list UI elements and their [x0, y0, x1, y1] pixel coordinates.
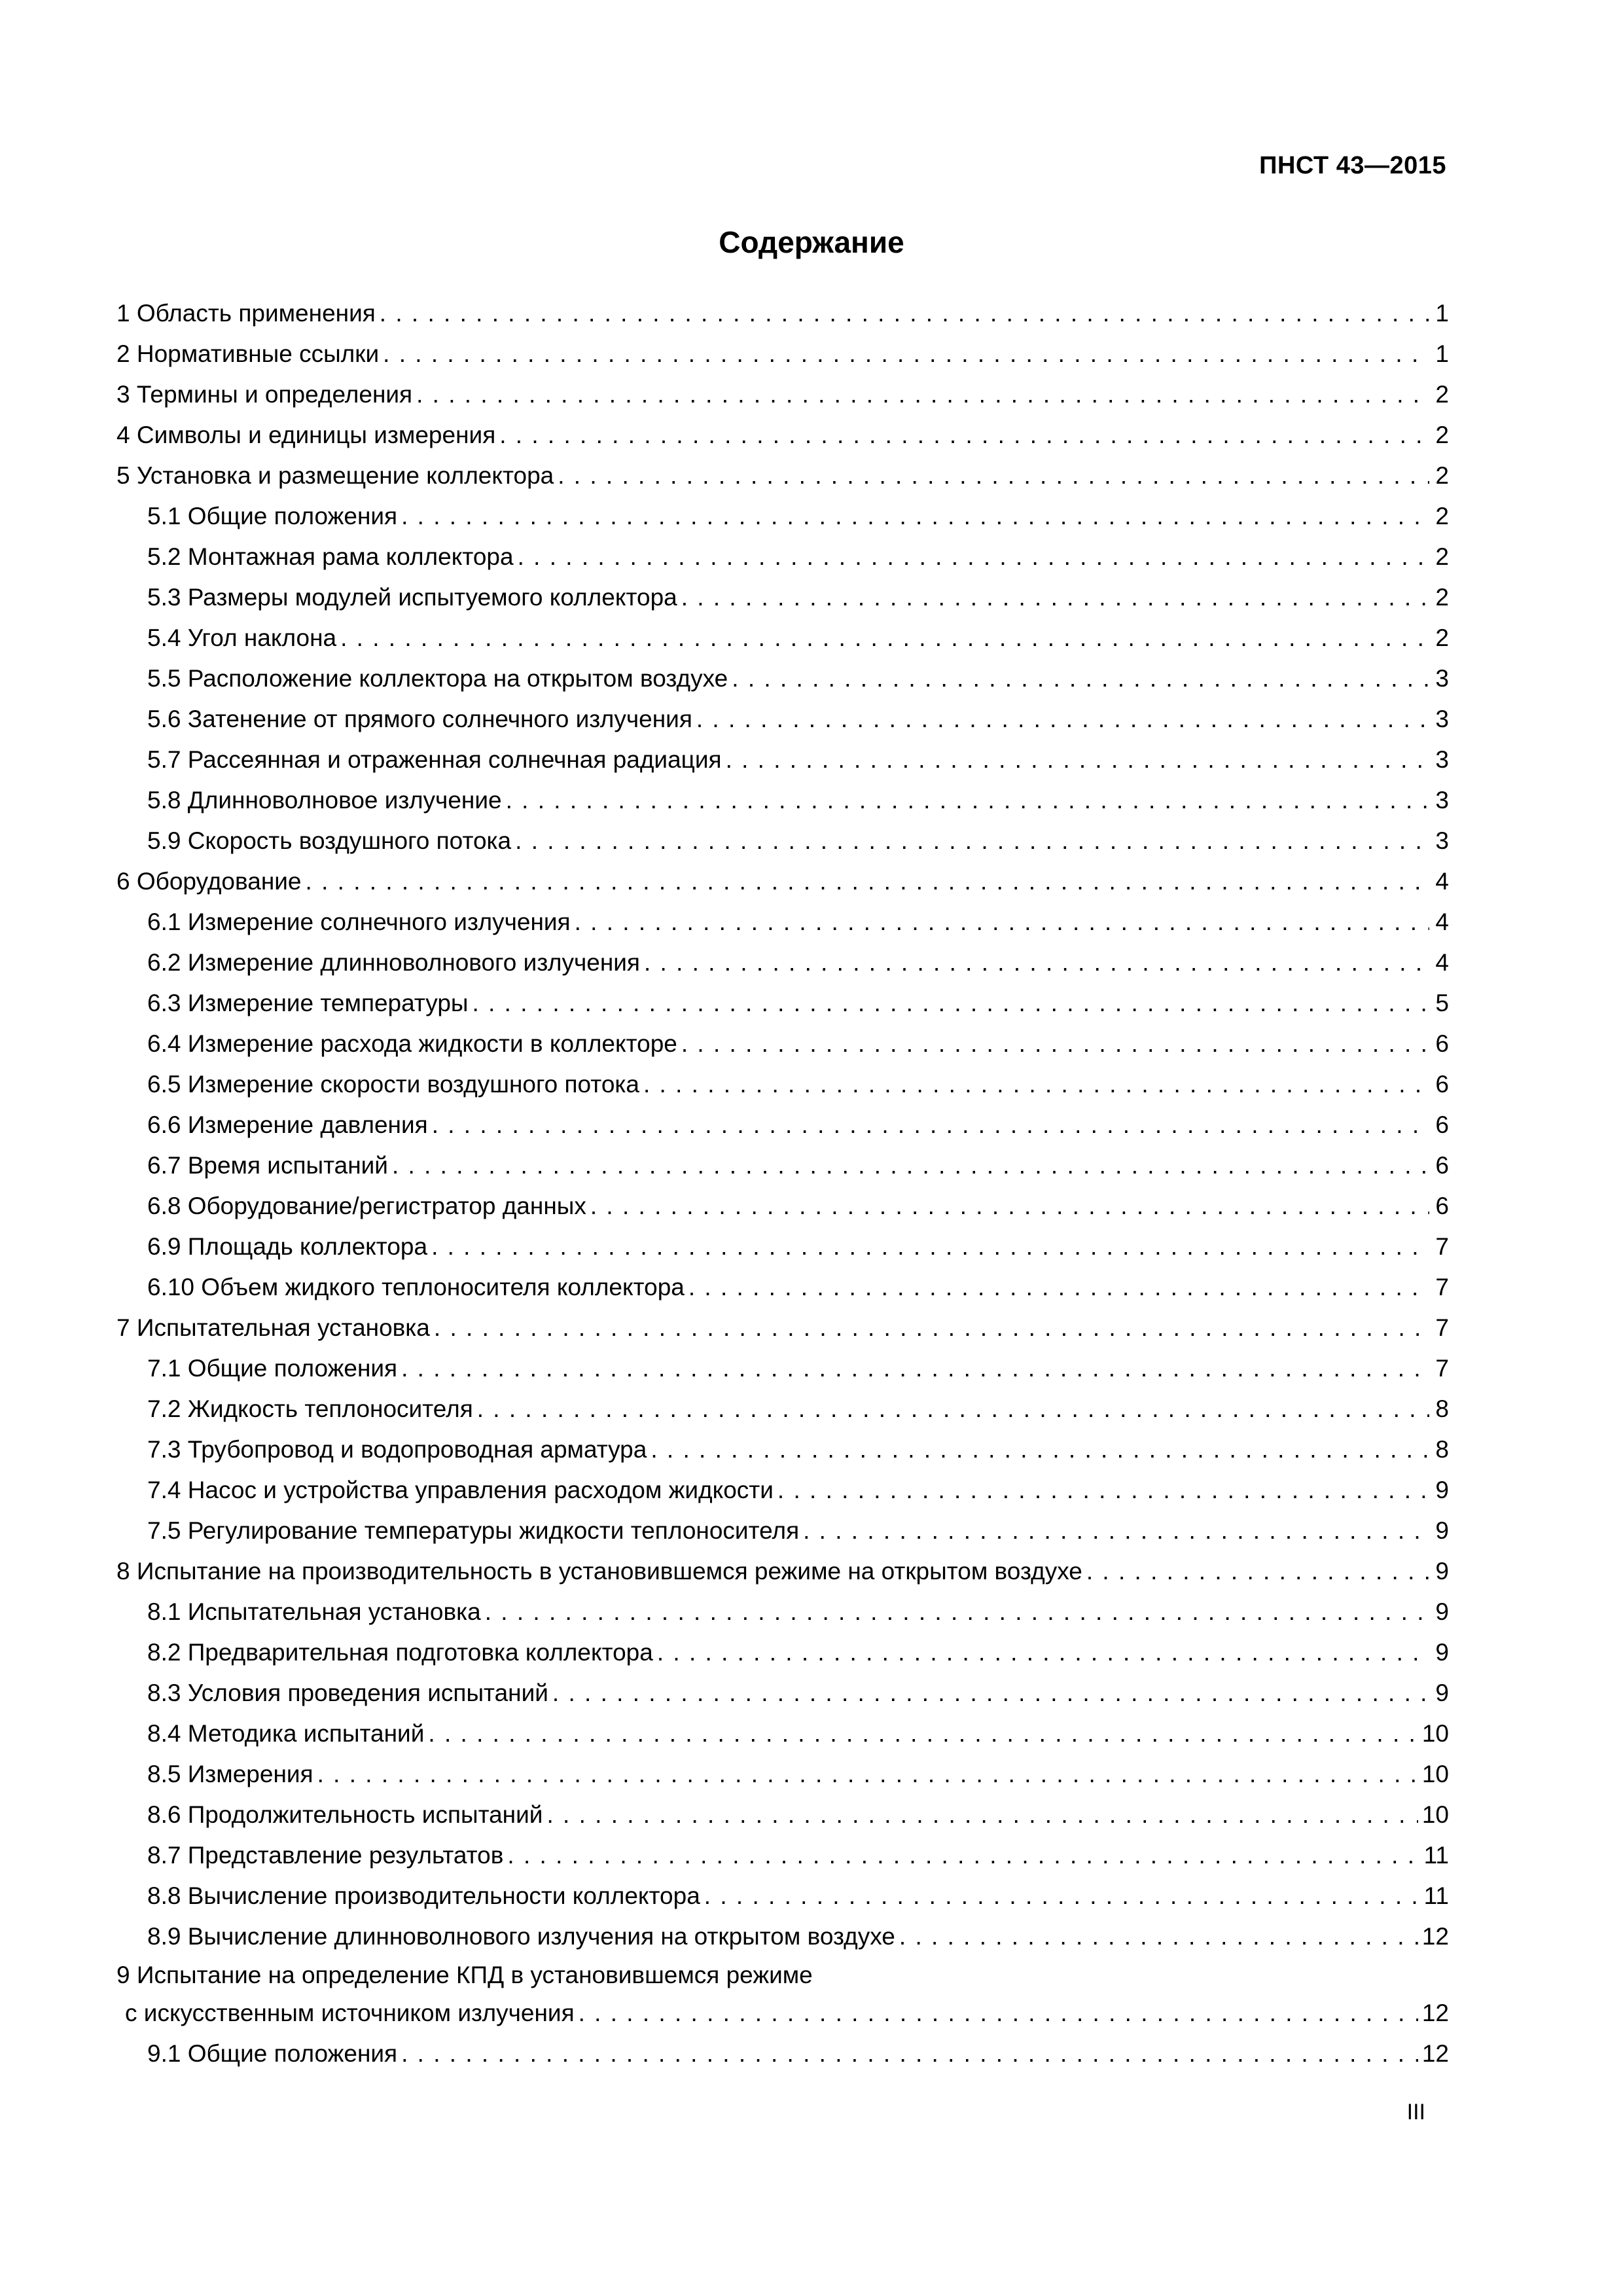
toc-entry-label: 6.10 Объем жидкого теплоносителя коллектора: [147, 1274, 685, 1300]
toc-entry-page: 3: [1435, 665, 1449, 692]
toc-entry[interactable]: [116, 1511, 1449, 1551]
toc-entry[interactable]: [116, 1105, 1449, 1145]
toc-entry[interactable]: [116, 1795, 1449, 1835]
dot-leader: [688, 1267, 1429, 1308]
toc-entry[interactable]: [116, 334, 1449, 374]
toc-entry-label: 4 Символы и единицы измерения: [116, 422, 496, 448]
dot-leader: [552, 1673, 1429, 1713]
toc-entry[interactable]: [116, 1551, 1449, 1592]
toc-entry-page: 10: [1421, 1801, 1449, 1828]
toc-entry-label: 7.3 Трубопровод и водопроводная арматура: [147, 1436, 647, 1463]
toc-entry-label: 9 Испытание на определение КПД в установившемся режиме: [116, 1962, 813, 1988]
toc-entry-page: 8: [1435, 1436, 1449, 1463]
toc-entry-label: 6.9 Площадь коллектора: [147, 1233, 428, 1260]
dot-leader: [1086, 1551, 1429, 1592]
toc-entry-label: 8.3 Условия проведения испытаний: [147, 1679, 548, 1706]
toc-entry[interactable]: [116, 1227, 1449, 1267]
toc-entry[interactable]: [116, 496, 1449, 537]
dot-leader: [431, 1227, 1429, 1267]
toc-entry-page: 7: [1435, 1274, 1449, 1300]
toc-entry-page: 2: [1435, 624, 1449, 651]
dot-leader: [416, 374, 1429, 415]
page-number: III: [1406, 2100, 1425, 2125]
dot-leader: [696, 699, 1429, 740]
toc-entry-page: 9: [1435, 1477, 1449, 1503]
dot-leader: [518, 537, 1429, 577]
dot-leader: [681, 1024, 1429, 1064]
toc-entry-page: 10: [1421, 1761, 1449, 1787]
toc-entry-page: 2: [1435, 422, 1449, 448]
table-of-contents: [116, 293, 1449, 2074]
dot-leader: [392, 1145, 1429, 1186]
toc-entry-page: 10: [1421, 1720, 1449, 1747]
dot-leader: [383, 334, 1429, 374]
toc-entry-page: 9: [1435, 1517, 1449, 1544]
dot-leader: [477, 1389, 1429, 1429]
toc-entry[interactable]: [116, 780, 1449, 821]
toc-entry-page: 7: [1435, 1314, 1449, 1341]
toc-entry-label: 8.8 Вычисление производительности коллектора: [147, 1882, 700, 1909]
toc-entry[interactable]: [116, 374, 1449, 415]
dot-leader: [306, 861, 1429, 902]
toc-entry-label: 8.5 Измерения: [147, 1761, 313, 1787]
toc-entry[interactable]: [116, 1916, 1449, 1957]
toc-entry-page: 3: [1435, 706, 1449, 732]
dot-leader: [515, 821, 1429, 861]
toc-entry[interactable]: [116, 1754, 1449, 1795]
toc-entry-page: 3: [1435, 827, 1449, 854]
toc-entry-page: 9: [1435, 1598, 1449, 1625]
toc-entry-label: 6.8 Оборудование/регистратор данных: [147, 1193, 586, 1219]
toc-entry-page: 6: [1435, 1111, 1449, 1138]
dot-leader: [726, 740, 1429, 780]
toc-entry[interactable]: [116, 1835, 1449, 1876]
toc-entry-page: 12: [1421, 1923, 1449, 1950]
document-code: ПНСТ 43—2015: [1259, 152, 1446, 179]
toc-entry[interactable]: [116, 1348, 1449, 1389]
toc-entry-page: 8: [1435, 1395, 1449, 1422]
dot-leader: [434, 1308, 1429, 1348]
toc-entry-label: 3 Термины и определения: [116, 381, 413, 408]
toc-entry[interactable]: [116, 415, 1449, 456]
dot-leader: [657, 1632, 1429, 1673]
toc-entry[interactable]: [116, 1145, 1449, 1186]
toc-entry-page: 9: [1435, 1639, 1449, 1666]
toc-entry-page: 1: [1435, 340, 1449, 367]
toc-entry-label: 6.2 Измерение длинноволнового излучения: [147, 949, 640, 976]
dot-leader: [803, 1511, 1429, 1551]
dot-leader: [499, 415, 1429, 456]
toc-entry-page: 9: [1435, 1679, 1449, 1706]
dot-leader: [317, 1754, 1418, 1795]
toc-entry[interactable]: [116, 983, 1449, 1024]
dot-leader: [899, 1916, 1418, 1957]
toc-entry-page: 12: [1421, 2040, 1449, 2067]
toc-entry-page: 9: [1435, 1558, 1449, 1585]
toc-entry-label: 2 Нормативные ссылки: [116, 340, 380, 367]
toc-entry-label: 5.4 Угол наклона: [147, 624, 337, 651]
toc-entry-page: 12: [1421, 2000, 1449, 2026]
toc-entry-label: 8.2 Предварительная подготовка коллектора: [147, 1639, 653, 1666]
toc-entry-page: 2: [1435, 584, 1449, 611]
toc-entry-label: 5.9 Скорость воздушного потока: [147, 827, 512, 854]
toc-entry[interactable]: [116, 1308, 1449, 1348]
toc-entry-label: 5 Установка и размещение коллектора: [116, 462, 554, 489]
toc-entry-page: 3: [1435, 746, 1449, 773]
dot-leader: [590, 1186, 1429, 1227]
toc-entry-page: 2: [1435, 381, 1449, 408]
toc-entry-page: 7: [1435, 1233, 1449, 1260]
dot-leader: [777, 1470, 1429, 1511]
dot-leader: [558, 456, 1429, 496]
dot-leader: [546, 1795, 1418, 1835]
toc-entry[interactable]: [116, 1713, 1449, 1754]
toc-entry[interactable]: [116, 1389, 1449, 1429]
toc-entry[interactable]: [116, 1024, 1449, 1064]
toc-entry-label: 6.3 Измерение температуры: [147, 990, 469, 1016]
toc-entry-page: 1: [1435, 300, 1449, 327]
toc-entry[interactable]: [116, 577, 1449, 618]
toc-entry[interactable]: [116, 1064, 1449, 1105]
toc-entry-page: 3: [1435, 787, 1449, 814]
dot-leader: [732, 658, 1429, 699]
dot-leader: [644, 942, 1429, 983]
dot-leader: [401, 2034, 1418, 2074]
toc-entry-label: 6.7 Время испытаний: [147, 1152, 388, 1179]
toc-entry-label: 5.1 Общие положения: [147, 503, 398, 529]
toc-entry-page: 11: [1423, 1882, 1449, 1909]
toc-entry-page: 4: [1435, 868, 1449, 895]
toc-entry[interactable]: [116, 658, 1449, 699]
toc-entry-label: 7.2 Жидкость теплоносителя: [147, 1395, 473, 1422]
toc-entry-label: 8.4 Методика испытаний: [147, 1720, 425, 1747]
dot-leader: [575, 902, 1429, 942]
dot-leader: [473, 983, 1429, 1024]
toc-entry[interactable]: [116, 1267, 1449, 1308]
toc-entry-label: 7.4 Насос и устройства управления расходом жидкости: [147, 1477, 774, 1503]
toc-entry-label: 5.7 Рассеянная и отраженная солнечная радиация: [147, 746, 722, 773]
toc-entry-page: 2: [1435, 543, 1449, 570]
toc-entry[interactable]: [116, 1592, 1449, 1632]
toc-entry[interactable]: [116, 1186, 1449, 1227]
toc-entry-label: 1 Область применения: [116, 300, 376, 327]
dot-leader: [485, 1592, 1429, 1632]
toc-entry-label: 6.1 Измерение солнечного излучения: [147, 908, 571, 935]
toc-entry-label: 8.9 Вычисление длинноволнового излучения на открытом воздухе: [147, 1923, 895, 1950]
dot-leader: [506, 780, 1429, 821]
dot-leader: [704, 1876, 1420, 1916]
toc-entry[interactable]: [116, 740, 1449, 780]
toc-entry[interactable]: [116, 1876, 1449, 1916]
dot-leader: [651, 1429, 1429, 1470]
toc-entry-label: 6.4 Измерение расхода жидкости в коллекторе: [147, 1030, 677, 1057]
dot-leader: [401, 1348, 1429, 1389]
dot-leader: [401, 496, 1429, 537]
dot-leader: [579, 1993, 1418, 2034]
toc-entry[interactable]: [116, 1957, 1449, 2034]
toc-entry-label: 5.5 Расположение коллектора на открытом воздухе: [147, 665, 728, 692]
toc-entry-label: 6.6 Измерение давления: [147, 1111, 428, 1138]
toc-entry-label: 7.5 Регулирование температуры жидкости теплоносителя: [147, 1517, 800, 1544]
dot-leader: [380, 293, 1429, 334]
toc-entry-page: 5: [1435, 990, 1449, 1016]
toc-entry[interactable]: [116, 821, 1449, 861]
toc-entry[interactable]: [116, 1632, 1449, 1673]
toc-entry-label: 8.6 Продолжительность испытаний: [147, 1801, 543, 1828]
toc-entry[interactable]: [116, 618, 1449, 658]
toc-entry[interactable]: [116, 1673, 1449, 1713]
toc-entry-label: 5.8 Длинноволновое излучение: [147, 787, 502, 814]
toc-entry-label: 7 Испытательная установка: [116, 1314, 430, 1341]
toc-entry-label: 9.1 Общие положения: [147, 2040, 398, 2067]
toc-entry-page: 4: [1435, 908, 1449, 935]
toc-entry[interactable]: [116, 293, 1449, 334]
toc-entry-page: 7: [1435, 1355, 1449, 1382]
dot-leader: [681, 577, 1429, 618]
toc-entry-label: 8.1 Испытательная установка: [147, 1598, 481, 1625]
toc-entry-label: 6 Оборудование: [116, 868, 302, 895]
dot-leader: [643, 1064, 1429, 1105]
toc-entry[interactable]: [116, 861, 1449, 902]
toc-entry-label: 6.5 Измерение скорости воздушного потока: [147, 1071, 639, 1098]
dot-leader: [428, 1713, 1418, 1754]
toc-entry-label: 8 Испытание на производительность в установившемся режиме на открытом воздухе: [116, 1558, 1082, 1585]
toc-title: Содержание: [719, 225, 904, 259]
toc-entry-page: 6: [1435, 1071, 1449, 1098]
toc-entry-label: 5.6 Затенение от прямого солнечного излучения: [147, 706, 692, 732]
toc-entry-page: 6: [1435, 1030, 1449, 1057]
toc-entry-page: 6: [1435, 1193, 1449, 1219]
toc-entry[interactable]: [116, 699, 1449, 740]
toc-entry-page: 2: [1435, 503, 1449, 529]
toc-entry[interactable]: [116, 902, 1449, 942]
toc-entry-page: 4: [1435, 949, 1449, 976]
dot-leader: [507, 1835, 1419, 1876]
toc-entry[interactable]: [116, 942, 1449, 983]
toc-entry[interactable]: [116, 2034, 1449, 2074]
toc-entry[interactable]: [116, 456, 1449, 496]
toc-entry-label-continuation: с искусственным источником излучения: [125, 2000, 575, 2026]
dot-leader: [340, 618, 1429, 658]
toc-entry-label: 8.7 Представление результатов: [147, 1842, 504, 1869]
toc-entry-page: 2: [1435, 462, 1449, 489]
toc-entry[interactable]: [116, 1429, 1449, 1470]
toc-entry-label: 7.1 Общие положения: [147, 1355, 398, 1382]
toc-entry-page: 6: [1435, 1152, 1449, 1179]
toc-entry[interactable]: [116, 537, 1449, 577]
toc-entry[interactable]: [116, 1470, 1449, 1511]
toc-entry-label: 5.2 Монтажная рама коллектора: [147, 543, 514, 570]
toc-entry-page: 11: [1423, 1842, 1449, 1869]
dot-leader: [432, 1105, 1429, 1145]
toc-entry-label: 5.3 Размеры модулей испытуемого коллектора: [147, 584, 677, 611]
